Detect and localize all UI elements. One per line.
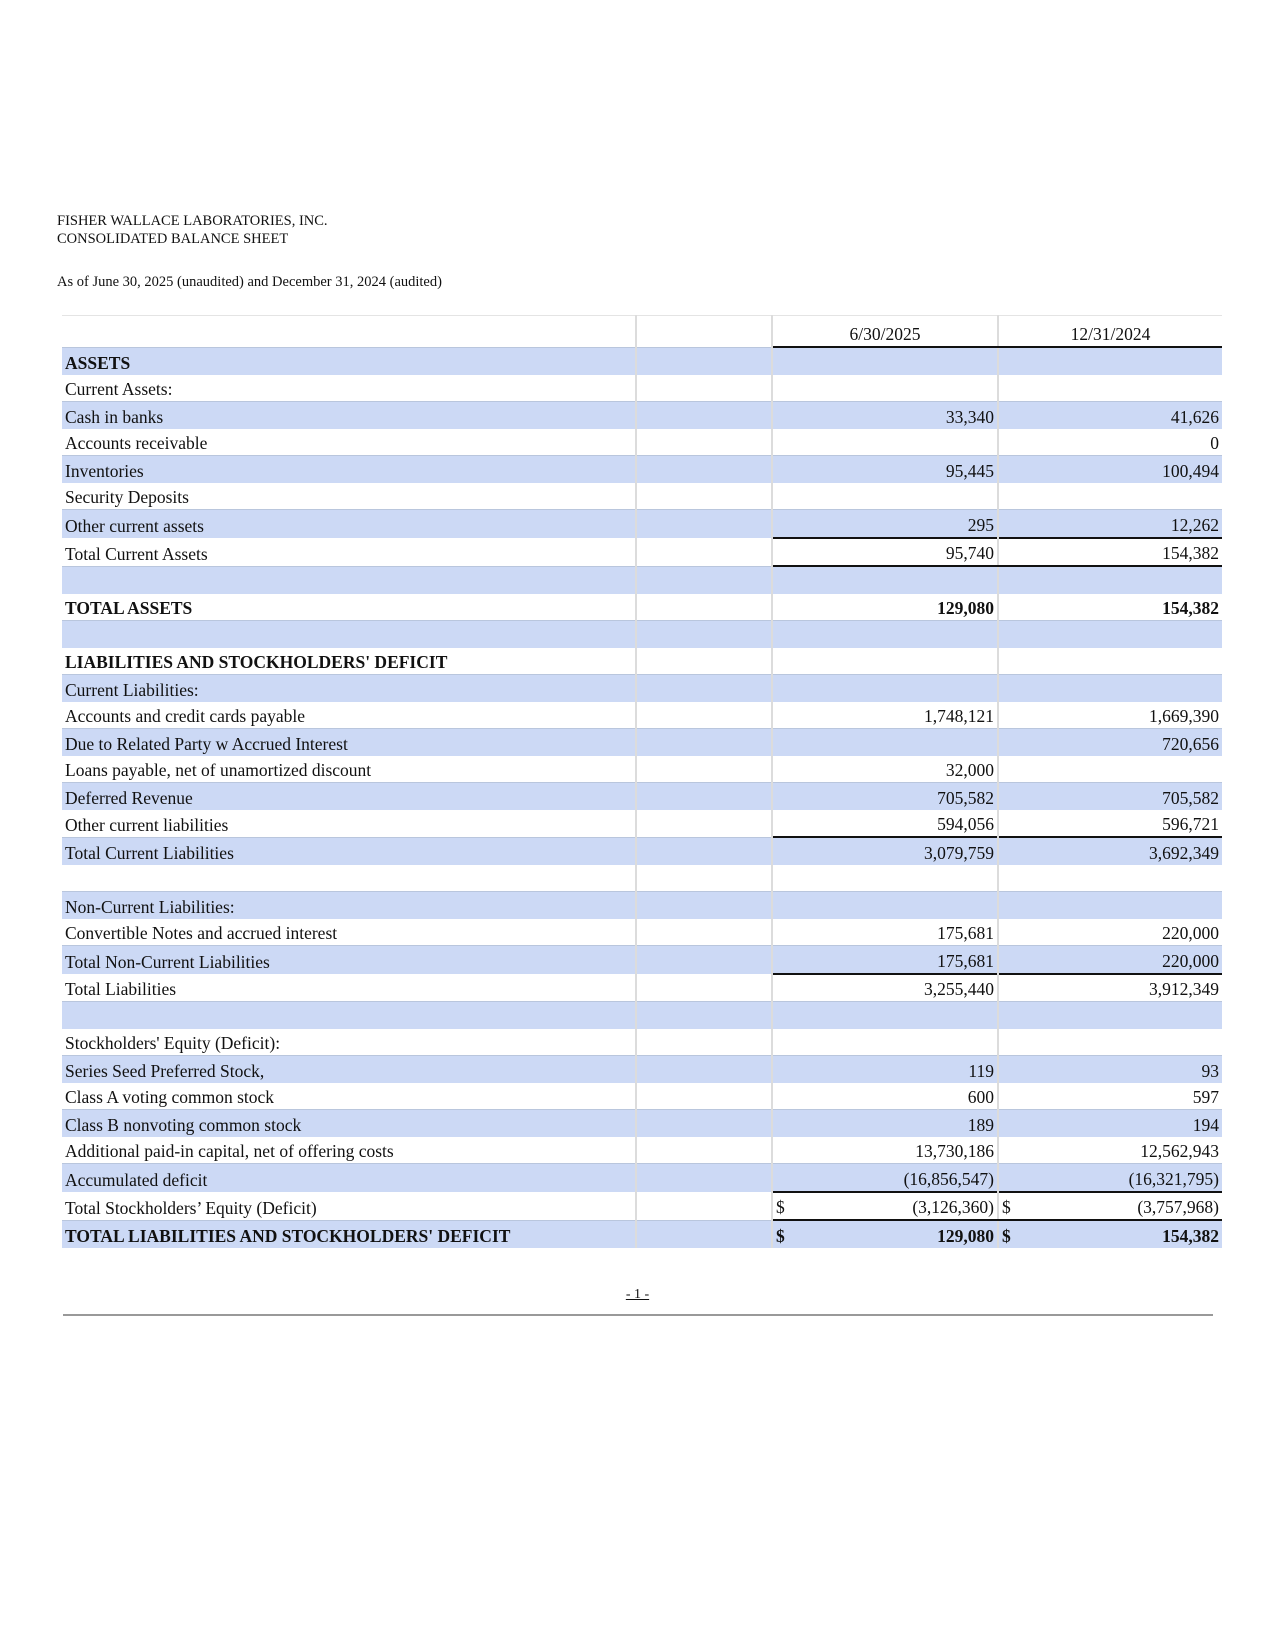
row-label: Series Seed Preferred Stock, xyxy=(62,1056,636,1083)
row-spacer xyxy=(636,946,772,974)
row-label: Current Assets: xyxy=(62,375,636,402)
row-label: Other current assets xyxy=(62,510,636,538)
table-row xyxy=(62,347,1222,375)
table-row xyxy=(62,974,1222,1002)
value-period-b xyxy=(998,621,1222,648)
table-row xyxy=(62,621,1222,648)
table-row xyxy=(62,1029,1222,1056)
value-period-b xyxy=(998,1002,1222,1029)
table-row xyxy=(62,483,1222,510)
table-row xyxy=(62,429,1222,456)
value-period-a xyxy=(772,429,998,456)
row-value: 3,079,759 xyxy=(924,842,994,863)
value-period-a xyxy=(772,510,998,538)
row-label: Additional paid-in capital, net of offering costs xyxy=(62,1137,636,1164)
value-period-a xyxy=(772,1002,998,1029)
row-label: Total Current Liabilities xyxy=(62,837,636,865)
row-spacer xyxy=(636,648,772,675)
row-label: Current Liabilities: xyxy=(62,675,636,702)
row-label: TOTAL LIABILITIES AND STOCKHOLDERS' DEFICIT xyxy=(62,1220,636,1248)
value-period-a xyxy=(772,566,998,594)
table-row xyxy=(62,1164,1222,1192)
value-period-a xyxy=(772,1220,998,1248)
value-period-b xyxy=(998,702,1222,729)
table-row xyxy=(62,729,1222,756)
row-value: 129,080 xyxy=(937,1225,994,1246)
row-spacer xyxy=(636,865,772,892)
value-period-b xyxy=(998,538,1222,567)
currency-symbol: $ xyxy=(1002,1197,1011,1217)
value-period-b xyxy=(998,1192,1222,1221)
value-period-b xyxy=(998,1110,1222,1137)
value-period-a xyxy=(772,347,998,375)
row-value: 41,626 xyxy=(1170,406,1219,427)
row-value: 175,681 xyxy=(937,950,994,971)
table-row xyxy=(62,810,1222,838)
value-period-b xyxy=(998,510,1222,538)
row-label: Loans payable, net of unamortized discount xyxy=(62,756,636,783)
row-value: 720,656 xyxy=(1162,733,1219,754)
row-label: TOTAL ASSETS xyxy=(62,594,636,621)
row-value: 705,582 xyxy=(937,787,994,808)
value-period-a xyxy=(772,865,998,892)
row-value: 220,000 xyxy=(1162,923,1219,943)
row-value: 154,382 xyxy=(1162,1225,1219,1246)
row-label: Accumulated deficit xyxy=(62,1164,636,1192)
value-period-a xyxy=(772,974,998,1002)
currency-symbol: $ xyxy=(1002,1225,1011,1246)
value-period-b xyxy=(998,456,1222,483)
row-value: 1,748,121 xyxy=(924,706,994,726)
row-value: 33,340 xyxy=(945,406,994,427)
value-period-b xyxy=(998,1220,1222,1248)
page-divider xyxy=(63,1314,1213,1316)
document-header xyxy=(57,212,328,248)
row-spacer xyxy=(636,783,772,810)
value-period-b xyxy=(998,594,1222,621)
row-value: 32,000 xyxy=(945,760,994,780)
value-period-b xyxy=(998,1164,1222,1192)
value-period-a xyxy=(772,756,998,783)
row-spacer xyxy=(636,1029,772,1056)
value-period-b xyxy=(998,1083,1222,1110)
value-period-a xyxy=(772,946,998,974)
row-label: Total Stockholders’ Equity (Deficit) xyxy=(62,1192,636,1221)
value-period-a xyxy=(772,702,998,729)
as-of-date-caption: As of June 30, 2025 (unaudited) and December 31, 2024 (audited) xyxy=(57,274,442,290)
balance-sheet-table xyxy=(62,315,1222,1248)
value-period-b xyxy=(998,783,1222,810)
row-value: 13,730,186 xyxy=(915,1141,994,1161)
currency-symbol: $ xyxy=(776,1197,785,1217)
row-spacer xyxy=(636,429,772,456)
row-value: (3,757,968) xyxy=(1137,1197,1219,1217)
value-period-a xyxy=(772,810,998,838)
value-period-b xyxy=(998,1029,1222,1056)
row-label xyxy=(62,1002,636,1029)
row-value: 597 xyxy=(1192,1087,1219,1107)
value-period-b xyxy=(998,837,1222,865)
row-label: Inventories xyxy=(62,456,636,483)
value-period-b xyxy=(998,1137,1222,1164)
value-period-b xyxy=(998,946,1222,974)
row-spacer xyxy=(636,1110,772,1137)
value-period-a xyxy=(772,919,998,946)
value-period-b xyxy=(998,892,1222,919)
row-value: (16,321,795) xyxy=(1128,1168,1219,1189)
value-period-a xyxy=(772,837,998,865)
table-row xyxy=(62,1192,1222,1221)
row-spacer xyxy=(636,375,772,402)
row-spacer xyxy=(636,594,772,621)
row-value: 129,080 xyxy=(937,598,994,618)
value-period-b xyxy=(998,729,1222,756)
row-value: 12,262 xyxy=(1170,514,1219,535)
value-period-a xyxy=(772,621,998,648)
value-period-a xyxy=(772,483,998,510)
company-name: FISHER WALLACE LABORATORIES, INC. xyxy=(57,213,328,229)
table-row xyxy=(62,1002,1222,1029)
row-label xyxy=(62,865,636,892)
value-period-b xyxy=(998,375,1222,402)
table-row xyxy=(62,1056,1222,1083)
row-label: Accounts receivable xyxy=(62,429,636,456)
table-row xyxy=(62,375,1222,402)
row-label: Non-Current Liabilities: xyxy=(62,892,636,919)
value-period-b xyxy=(998,429,1222,456)
value-period-a xyxy=(772,1137,998,1164)
table-row xyxy=(62,402,1222,429)
table-row xyxy=(62,510,1222,538)
row-spacer xyxy=(636,1056,772,1083)
row-label: Other current liabilities xyxy=(62,810,636,838)
table-row xyxy=(62,702,1222,729)
value-period-a xyxy=(772,1164,998,1192)
value-period-a xyxy=(772,594,998,621)
value-period-a xyxy=(772,1110,998,1137)
column-header-period-b: 12/31/2024 xyxy=(998,316,1222,348)
currency-symbol: $ xyxy=(776,1225,785,1246)
row-value: 295 xyxy=(967,514,994,535)
row-spacer xyxy=(636,347,772,375)
row-spacer xyxy=(636,1164,772,1192)
value-period-a xyxy=(772,648,998,675)
value-period-a xyxy=(772,456,998,483)
value-period-b xyxy=(998,974,1222,1002)
table-row xyxy=(62,1110,1222,1137)
row-spacer xyxy=(636,919,772,946)
page-number: - 1 - xyxy=(625,1287,650,1302)
value-period-a xyxy=(772,1056,998,1083)
value-period-b xyxy=(998,566,1222,594)
row-spacer xyxy=(636,1220,772,1248)
row-label: ASSETS xyxy=(62,347,636,375)
row-value: 154,382 xyxy=(1162,543,1219,563)
row-spacer xyxy=(636,756,772,783)
table-row xyxy=(62,594,1222,621)
row-label: LIABILITIES AND STOCKHOLDERS' DEFICIT xyxy=(62,648,636,675)
row-label: Accounts and credit cards payable xyxy=(62,702,636,729)
table-row xyxy=(62,1083,1222,1110)
header-label-cell xyxy=(62,316,636,348)
table-row xyxy=(62,865,1222,892)
value-period-a xyxy=(772,375,998,402)
value-period-a xyxy=(772,538,998,567)
column-header-row xyxy=(62,316,1222,348)
row-value: 12,562,943 xyxy=(1140,1141,1219,1161)
row-spacer xyxy=(636,483,772,510)
row-value: 95,445 xyxy=(945,460,994,481)
value-period-b xyxy=(998,1056,1222,1083)
row-spacer xyxy=(636,1192,772,1221)
row-label: Total Non-Current Liabilities xyxy=(62,946,636,974)
row-value: 3,255,440 xyxy=(924,979,994,999)
row-value: (3,126,360) xyxy=(912,1197,994,1217)
row-value: 220,000 xyxy=(1162,950,1219,971)
row-value: 93 xyxy=(1201,1060,1219,1081)
row-label: Due to Related Party w Accrued Interest xyxy=(62,729,636,756)
value-period-b xyxy=(998,347,1222,375)
row-value: 705,582 xyxy=(1162,787,1219,808)
value-period-b xyxy=(998,483,1222,510)
table-row xyxy=(62,456,1222,483)
row-value: 600 xyxy=(967,1087,994,1107)
value-period-b xyxy=(998,919,1222,946)
row-value: 3,692,349 xyxy=(1149,842,1219,863)
table-row xyxy=(62,919,1222,946)
row-spacer xyxy=(636,538,772,567)
table-row xyxy=(62,783,1222,810)
value-period-a xyxy=(772,1083,998,1110)
row-value: 119 xyxy=(968,1060,994,1081)
row-label: Class B nonvoting common stock xyxy=(62,1110,636,1137)
table-row xyxy=(62,946,1222,974)
row-spacer xyxy=(636,1137,772,1164)
value-period-a xyxy=(772,402,998,429)
row-label xyxy=(62,621,636,648)
row-spacer xyxy=(636,510,772,538)
table-row xyxy=(62,566,1222,594)
table-row xyxy=(62,756,1222,783)
row-label: Cash in banks xyxy=(62,402,636,429)
row-spacer xyxy=(636,974,772,1002)
row-value: 154,382 xyxy=(1162,598,1219,618)
row-value: 0 xyxy=(1210,433,1219,453)
row-label: Convertible Notes and accrued interest xyxy=(62,919,636,946)
value-period-a xyxy=(772,783,998,810)
value-period-b xyxy=(998,648,1222,675)
table-row xyxy=(62,892,1222,919)
value-period-b xyxy=(998,675,1222,702)
row-label: Class A voting common stock xyxy=(62,1083,636,1110)
row-value: 1,669,390 xyxy=(1149,706,1219,726)
table-row xyxy=(62,675,1222,702)
column-header-period-a: 6/30/2025 xyxy=(772,316,998,348)
row-value: 100,494 xyxy=(1162,460,1219,481)
row-spacer xyxy=(636,1002,772,1029)
row-label: Deferred Revenue xyxy=(62,783,636,810)
value-period-a xyxy=(772,729,998,756)
row-spacer xyxy=(636,729,772,756)
row-value: 194 xyxy=(1192,1114,1219,1135)
row-spacer xyxy=(636,702,772,729)
row-value: 3,912,349 xyxy=(1149,979,1219,999)
value-period-a xyxy=(772,892,998,919)
row-spacer xyxy=(636,675,772,702)
row-value: 596,721 xyxy=(1162,814,1219,834)
row-label: Security Deposits xyxy=(62,483,636,510)
row-label: Total Liabilities xyxy=(62,974,636,1002)
table-row xyxy=(62,1137,1222,1164)
value-period-b xyxy=(998,865,1222,892)
row-spacer xyxy=(636,566,772,594)
statement-title: CONSOLIDATED BALANCE SHEET xyxy=(57,231,289,247)
page-footer xyxy=(0,1287,1275,1303)
row-spacer xyxy=(636,837,772,865)
table-row xyxy=(62,538,1222,567)
row-spacer xyxy=(636,621,772,648)
row-value: 95,740 xyxy=(945,543,994,563)
row-label: Total Current Assets xyxy=(62,538,636,567)
row-value: 175,681 xyxy=(937,923,994,943)
row-label: Stockholders' Equity (Deficit): xyxy=(62,1029,636,1056)
header-gap-cell xyxy=(636,316,772,348)
table-row xyxy=(62,1220,1222,1248)
value-period-a xyxy=(772,1029,998,1056)
value-period-b xyxy=(998,402,1222,429)
row-spacer xyxy=(636,402,772,429)
value-period-a xyxy=(772,1192,998,1221)
value-period-b xyxy=(998,810,1222,838)
row-value: 594,056 xyxy=(937,814,994,834)
table-row xyxy=(62,648,1222,675)
value-period-b xyxy=(998,756,1222,783)
row-value: 189 xyxy=(967,1114,994,1135)
row-label xyxy=(62,566,636,594)
row-value: (16,856,547) xyxy=(903,1168,994,1189)
row-spacer xyxy=(636,1083,772,1110)
table-row xyxy=(62,837,1222,865)
row-spacer xyxy=(636,892,772,919)
value-period-a xyxy=(772,675,998,702)
row-spacer xyxy=(636,456,772,483)
row-spacer xyxy=(636,810,772,838)
